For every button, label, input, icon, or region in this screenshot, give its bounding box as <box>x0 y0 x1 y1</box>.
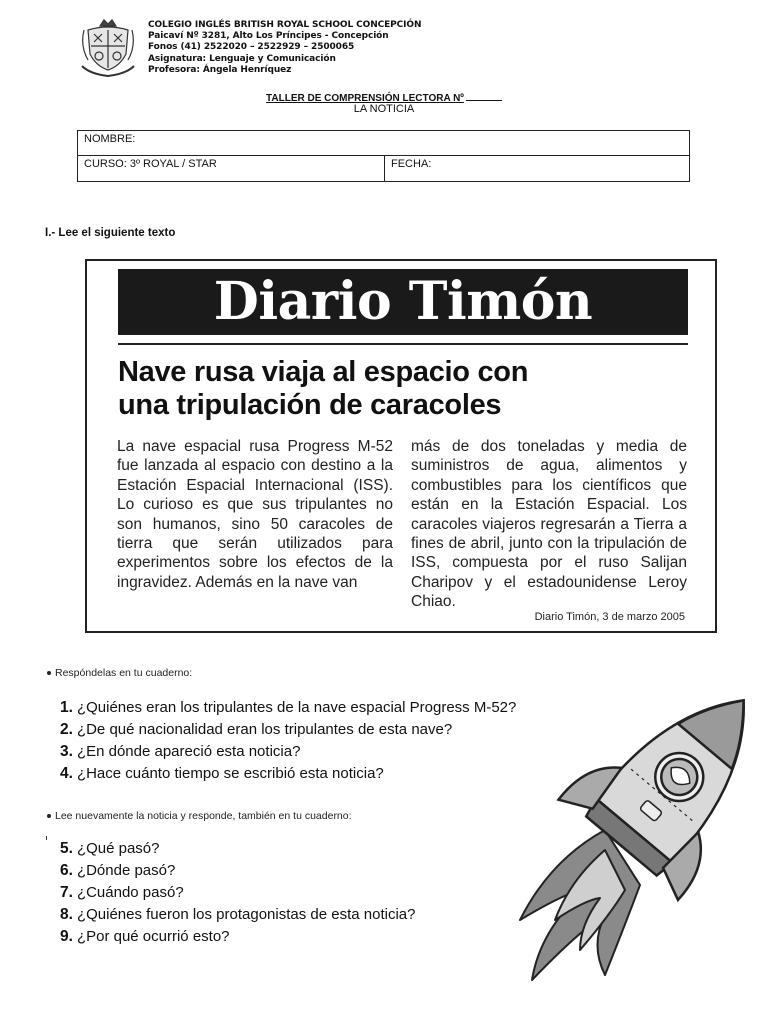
reading-instruction: I.- Lee el siguiente texto <box>45 227 176 239</box>
newspaper-masthead: Diario Timón <box>118 269 688 335</box>
question-text: ¿Quiénes fueron los protagonistas de esta noticia? <box>76 906 416 923</box>
question-number: 4. <box>60 765 73 782</box>
section2-intro <box>47 810 352 822</box>
question-6 <box>60 862 175 880</box>
question-number: 2. <box>60 721 73 738</box>
question-text: ¿Cuándo pasó? <box>76 884 184 901</box>
question-text: ¿Quiénes eran los tripulantes de la nave espacial Progress M-52? <box>76 699 517 716</box>
curso-fecha-row <box>78 156 689 182</box>
school-teacher: Profesora: Ángela Henríquez <box>148 64 292 75</box>
section2-intro-text: Lee nuevamente la noticia y responde, también en tu cuaderno: <box>55 810 352 822</box>
question-number: 1. <box>60 699 73 716</box>
question-8 <box>60 906 415 924</box>
school-info <box>148 20 421 76</box>
student-info-table <box>77 130 690 182</box>
section1-intro-text: Respóndelas en tu cuaderno: <box>55 667 193 679</box>
school-name: COLEGIO INGLÉS BRITISH ROYAL SCHOOL CONCEPCIÓN <box>148 20 422 30</box>
question-7 <box>60 884 184 902</box>
question-2 <box>60 721 452 739</box>
masthead-rule <box>118 343 688 345</box>
section1-intro <box>47 667 192 679</box>
worksheet-subtitle: LA NOTICIA <box>353 103 415 115</box>
question-5 <box>60 840 160 858</box>
school-crest-icon <box>80 16 136 78</box>
stray-mark <box>46 836 47 840</box>
worksheet-number-blank <box>466 91 502 101</box>
question-text: ¿Qué pasó? <box>76 840 160 857</box>
question-9 <box>60 928 230 946</box>
question-number: 6. <box>60 862 73 879</box>
question-text: ¿Dónde pasó? <box>76 862 176 879</box>
question-text: ¿De qué nacionalidad eran los tripulantes de esta nave? <box>76 721 453 738</box>
question-1 <box>60 699 516 717</box>
question-text: ¿Por qué ocurrió esto? <box>76 928 230 945</box>
article-column-right: más de dos toneladas y media de suministros de agua, alimentos y combustibles para los científicos que están en la Estación Espacial. Los caracoles viajeros regresarán a Tierra a fines de abril, junto con la tripulación de ISS, compuesta por el ruso Salijan Charipov y el estadounidense Leroy Chiao. <box>411 438 687 611</box>
question-text: ¿En dónde apareció esta noticia? <box>76 743 301 760</box>
article-headline <box>118 356 698 422</box>
question-number: 3. <box>60 743 73 760</box>
question-number: 8. <box>60 906 73 923</box>
curso-label: CURSO: 3º ROYAL / STAR <box>84 158 217 170</box>
nombre-row[interactable] <box>78 131 689 156</box>
question-number: 5. <box>60 840 73 857</box>
nombre-label: NOMBRE: <box>84 133 136 145</box>
school-phones: Fonos (41) 2522020 – 2522929 – 2500065 <box>148 42 355 53</box>
question-3 <box>60 743 300 761</box>
news-article <box>85 259 717 633</box>
headline-line-2: una tripulación de caracoles <box>118 389 502 421</box>
question-text: ¿Hace cuánto tiempo se escribió esta noticia? <box>76 765 384 782</box>
school-address: Paicaví Nº 3281, Alto Los Príncipes - Concepción <box>148 31 389 42</box>
headline-line-1: Nave rusa viaja al espacio con <box>118 356 529 388</box>
question-4 <box>60 765 384 783</box>
article-dateline: Diario Timón, 3 de marzo 2005 <box>534 611 685 623</box>
table-divider <box>384 156 385 182</box>
bullet-icon <box>47 814 51 818</box>
rocket-illustration-icon <box>510 690 750 990</box>
bullet-icon <box>47 671 51 675</box>
worksheet-title-text: TALLER DE COMPRENSIÓN LECTORA Nº <box>266 93 464 104</box>
school-subject: Asignatura: Lenguaje y Comunicación <box>148 53 336 64</box>
question-number: 9. <box>60 928 73 945</box>
article-column-left: La nave espacial rusa Progress M-52 fue lanzada al espacio con destino a la Estación Espacial Internacional (ISS). Lo curioso es que sus tripulantes no son humanos, sino 50 caracoles de tierra que serán utilizados para experimentos sobre los efectos de la ingravidez. Además en la nave van <box>117 438 393 591</box>
question-number: 7. <box>60 884 73 901</box>
fecha-label[interactable]: FECHA: <box>391 158 432 170</box>
